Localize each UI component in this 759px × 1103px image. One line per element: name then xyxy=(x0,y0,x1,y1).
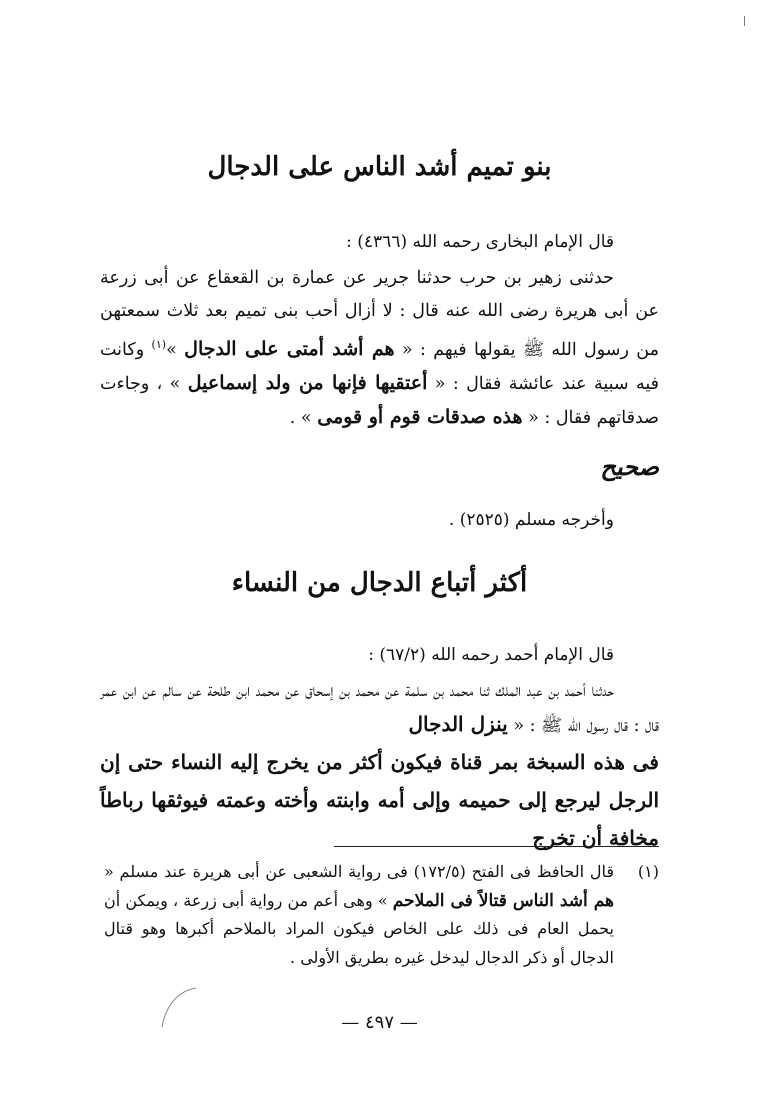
verdict-sahih: صحيح xyxy=(600,452,659,481)
margin-mark xyxy=(740,16,745,26)
section2-quote-lead: ينزل الدجال xyxy=(408,712,508,736)
section1-intro: قال الإمام البخارى رحمه الله (٤٣٦٦) : xyxy=(346,232,614,252)
footnote-text-a: قال الحافظ فى الفتح (١٧٢/٥) فى رواية الشعبى عن أبى هريرة عند مسلم « xyxy=(104,862,614,881)
section1-mid2: » ، وجاءت صدقاتهم فقال : « xyxy=(100,373,659,428)
section1-also: وأخرجه مسلم (٢٥٢٥) . xyxy=(448,510,614,530)
section1-body-start: حدثنى زهير بن حرب حدثنا جرير عن عمارة بن القعقاع عن أبى زرعة عن أبى هريرة رضى الله عنه قال : لا أزال أحب بنى تميم بعد ثلاث سمعتهن من رسول الله ﷺ يقولها فيهم : « xyxy=(100,268,659,360)
section1-hadith xyxy=(100,262,659,435)
footnote-divider xyxy=(334,846,659,847)
section1-quote2: أعتقيها فإنها من ولد إسماعيل xyxy=(187,371,428,394)
section2-body-start: حدثنا أحمد بن عبد الملك ثنا محمد بن سلمة عن محمد بن إسحاق عن محمد ابن طلحة عن سالم عن ابن عمر قال : قال رسول الله ﷺ : « xyxy=(100,681,659,736)
section2-hadith xyxy=(100,675,659,857)
section1-quote1-close: » xyxy=(166,339,177,360)
section2-paragraph xyxy=(100,675,659,743)
section1-heading: بنو تميم أشد الناس على الدجال xyxy=(207,152,552,182)
section1-mid: وكانت فيه سبية عند عائشة فقال : « xyxy=(100,339,659,394)
section1-quote3: هذه صدقات قوم أو قومى xyxy=(317,405,523,428)
footnote xyxy=(104,858,659,972)
footnote-bold-quote: هم أشد الناس قتالاً فى الملاحم xyxy=(392,890,614,911)
section1-paragraph xyxy=(100,262,659,435)
section2-intro: قال الإمام أحمد رحمه الله (٦٧/٢) : xyxy=(368,645,614,665)
footnote-number: (١) xyxy=(637,862,659,881)
section1-quote1: هم أشد أمتى على الدجال xyxy=(184,337,395,360)
section2-quote-rest: فى هذه السبخة بمر قناة فيكون أكثر من يخرج إليه النساء حتى إن الرجل ليرجع إلى حميمه وإلى أمه وابنته وأخته وعمته فيوثقها رباطاً مخافة أن تخرج xyxy=(100,750,659,850)
footnote-text-b: » وهى أعم من رواية أبى زرعة ، ويمكن أن يحمل العام فى ذلك على الخاص فيكون المراد بالملاحم أكبرها وهو قتال الدجال أو ذكر الدجال ليدخل غيره بطريق الأولى . xyxy=(104,890,615,967)
section1-end: » . xyxy=(289,407,312,428)
footnote-ref: (١) xyxy=(151,338,167,351)
page-number: — ٤٩٧ — xyxy=(341,1012,418,1033)
footnote-body xyxy=(104,858,614,972)
section2-heading: أكثر أتباع الدجال من النساء xyxy=(231,568,528,598)
